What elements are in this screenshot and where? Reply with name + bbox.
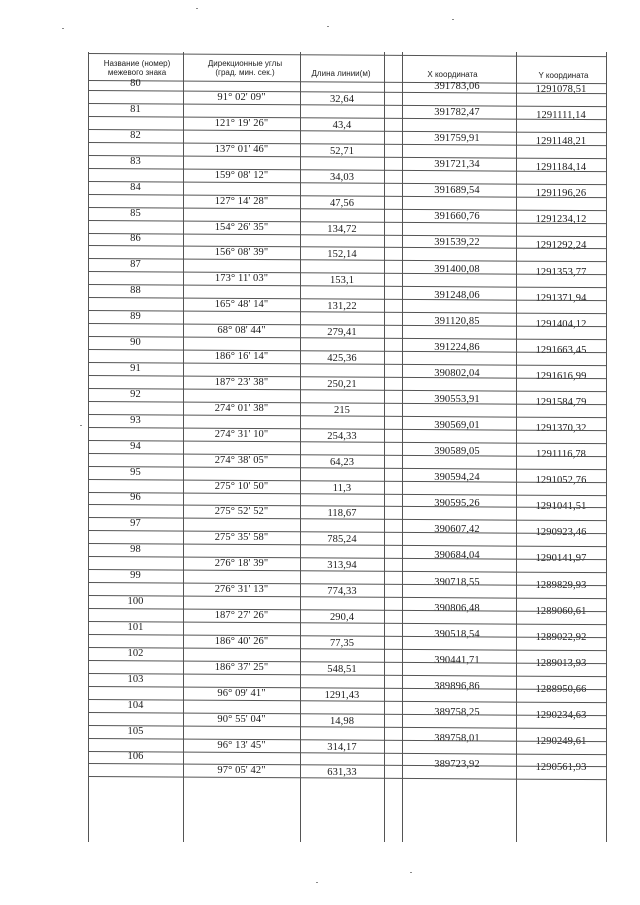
- header-name-line2: межевого знака: [107, 68, 167, 77]
- point-number: 80: [130, 78, 141, 89]
- y-coordinate: 1291148,21: [535, 136, 587, 148]
- point-number: 83: [130, 155, 141, 167]
- x-coordinate: 391721,34: [434, 159, 480, 171]
- scan-speck: [410, 872, 412, 873]
- y-coordinate: 1291078,51: [535, 84, 587, 95]
- x-coordinate: 391539,22: [434, 237, 480, 249]
- y-coordinate: 1289060,61: [535, 605, 587, 617]
- direction-angle: 274° 38' 05": [214, 454, 269, 466]
- line-length: 290,4: [329, 612, 355, 623]
- y-coordinate: 1289013,93: [535, 657, 587, 669]
- line-length: 215: [333, 404, 351, 416]
- x-coordinate: 391400,08: [434, 263, 480, 275]
- x-coordinate: 391783,06: [434, 81, 480, 92]
- x-coordinate: 391224,86: [434, 341, 480, 353]
- x-coordinate: 390595,26: [434, 498, 480, 510]
- scan-speck: [196, 8, 198, 9]
- y-coordinate: 1289829,93: [535, 579, 587, 591]
- direction-angle: 276° 18' 39": [214, 558, 269, 570]
- direction-angle: 96° 13' 45": [217, 739, 266, 751]
- line-length: 77,35: [329, 637, 355, 649]
- direction-angle: 275° 10' 50": [214, 480, 269, 492]
- direction-angle: 68° 08' 44": [217, 325, 266, 337]
- x-coordinate: 390684,04: [434, 550, 480, 562]
- column-rule: [606, 52, 607, 842]
- line-length: 64,23: [329, 456, 355, 468]
- direction-angle: 275° 35' 58": [214, 532, 269, 544]
- point-number: 94: [130, 440, 141, 452]
- point-number: 97: [130, 518, 141, 530]
- y-coordinate: 1288950,66: [535, 683, 587, 695]
- y-coordinate: 1291371,94: [535, 292, 587, 304]
- line-length: 631,33: [327, 767, 357, 779]
- x-coordinate: 391759,91: [434, 133, 480, 145]
- point-number: 84: [130, 181, 141, 193]
- direction-angle: 137° 01' 46": [214, 143, 269, 155]
- point-number: 102: [127, 647, 144, 659]
- header-y-coordinate: Y координата: [538, 71, 589, 80]
- direction-angle: 276° 31' 13": [214, 584, 269, 596]
- point-number: 98: [130, 544, 141, 556]
- point-number: 96: [130, 492, 141, 504]
- direction-angle: 186° 37' 25": [214, 661, 269, 673]
- header-length: Длина линии(м): [311, 69, 371, 78]
- x-coordinate: 390589,05: [434, 446, 480, 458]
- direction-angle: 127° 14' 28": [214, 195, 269, 207]
- y-coordinate: 1291196,26: [535, 188, 587, 200]
- point-number: 104: [127, 699, 144, 711]
- y-coordinate: 1291404,12: [535, 318, 587, 330]
- x-coordinate: 390802,04: [434, 367, 480, 379]
- point-number: 86: [130, 233, 141, 245]
- line-length: 313,94: [327, 560, 357, 572]
- x-coordinate: 390441,71: [434, 654, 480, 666]
- point-number: 93: [130, 414, 141, 426]
- direction-angle: 186° 40' 26": [214, 635, 269, 647]
- scan-speck: [80, 425, 82, 426]
- y-coordinate: 1290141,97: [535, 553, 587, 565]
- x-coordinate: 391782,47: [434, 107, 480, 119]
- line-length: 152,14: [327, 249, 357, 261]
- y-coordinate: 1290923,46: [535, 527, 587, 539]
- x-coordinate: 391248,06: [434, 289, 480, 301]
- line-length: 1291,43: [324, 689, 360, 701]
- x-coordinate: 389758,01: [434, 733, 480, 744]
- point-number: 89: [130, 311, 141, 323]
- x-coordinate: 390806,48: [434, 602, 480, 614]
- line-length: 131,22: [327, 301, 357, 313]
- direction-angle: 97° 05' 42": [217, 765, 266, 777]
- x-coordinate: 389758,25: [434, 706, 480, 718]
- line-length: 153,1: [329, 275, 355, 287]
- point-number: 82: [130, 129, 141, 141]
- line-length: 250,21: [327, 378, 357, 390]
- y-coordinate: 1291111,14: [536, 110, 586, 122]
- header-x-coordinate: X координата: [427, 70, 478, 79]
- direction-angle: 156° 08' 39": [214, 247, 269, 259]
- x-coordinate: 391120,85: [434, 315, 480, 327]
- y-coordinate: 1291041,51: [535, 501, 587, 513]
- line-length: 47,56: [329, 197, 355, 209]
- x-coordinate: 391660,76: [434, 211, 480, 223]
- line-length: 32,64: [329, 94, 355, 105]
- point-number: 81: [130, 103, 141, 115]
- point-number: 92: [130, 388, 141, 400]
- point-number: 105: [127, 725, 144, 737]
- line-length: 548,51: [327, 663, 357, 675]
- direction-angle: 275° 52' 52": [214, 506, 269, 518]
- line-length: 254,33: [327, 430, 357, 442]
- header-top-rule: [88, 53, 606, 57]
- point-number: 85: [130, 207, 141, 219]
- point-number: 90: [130, 337, 141, 348]
- line-length: 134,72: [327, 223, 357, 235]
- direction-angle: 173° 11' 03": [214, 273, 269, 285]
- y-coordinate: 1290249,61: [535, 736, 587, 747]
- point-number: 87: [130, 259, 141, 271]
- point-number: 99: [130, 570, 141, 582]
- header-name-line1: Название (номер): [103, 59, 171, 68]
- x-coordinate: 390518,54: [434, 628, 480, 640]
- direction-angle: 187° 27' 26": [214, 610, 269, 621]
- line-length: 52,71: [329, 145, 355, 157]
- line-length: 11,3: [332, 482, 352, 494]
- direction-angle: 154° 26' 35": [214, 221, 269, 233]
- line-length: 14,98: [329, 715, 355, 727]
- y-coordinate: 1291116,78: [535, 449, 587, 461]
- x-coordinate: 390718,55: [434, 576, 480, 588]
- header-angle-line1: Дирекционные углы: [207, 59, 283, 68]
- line-length: 118,67: [327, 508, 357, 520]
- direction-angle: 159° 08' 12": [214, 169, 269, 181]
- direction-angle: 96° 09' 41": [217, 687, 266, 699]
- x-coordinate: 389723,92: [434, 759, 480, 771]
- y-coordinate: 1291663,45: [535, 344, 587, 356]
- x-coordinate: 390553,91: [434, 393, 480, 405]
- point-number: 91: [130, 362, 141, 374]
- y-coordinate: 1291616,99: [535, 370, 587, 382]
- line-length: 425,36: [327, 353, 357, 364]
- y-coordinate: 1290234,63: [535, 709, 587, 721]
- x-coordinate: 391689,54: [434, 185, 480, 197]
- direction-angle: 274° 01' 38": [214, 402, 269, 414]
- y-coordinate: 1289022,92: [535, 631, 587, 643]
- line-length: 279,41: [327, 327, 357, 339]
- direction-angle: 90° 55' 04": [217, 713, 266, 725]
- y-coordinate: 1290561,93: [535, 762, 587, 774]
- point-number: 95: [130, 466, 141, 478]
- scan-speck: [62, 28, 64, 29]
- line-length: 785,24: [327, 534, 357, 546]
- line-length: 34,03: [329, 171, 355, 183]
- line-length: 774,33: [327, 586, 357, 598]
- point-number: 100: [127, 596, 144, 607]
- x-coordinate: 390607,42: [434, 524, 480, 536]
- direction-angle: 274° 31' 10": [214, 428, 269, 440]
- direction-angle: 165° 48' 14": [214, 299, 269, 311]
- y-coordinate: 1291353,77: [535, 266, 587, 278]
- y-coordinate: 1291292,24: [535, 240, 587, 252]
- line-length: 43,4: [332, 119, 352, 131]
- scan-speck: [452, 19, 454, 20]
- y-coordinate: 1291052,76: [535, 475, 587, 487]
- point-number: 106: [127, 751, 144, 763]
- direction-angle: 91° 02' 09": [217, 92, 266, 103]
- point-number: 88: [130, 285, 141, 297]
- scan-speck: [316, 882, 318, 883]
- line-length: 314,17: [327, 741, 357, 753]
- y-coordinate: 1291370,32: [535, 423, 587, 435]
- direction-angle: 186° 16' 14": [214, 351, 269, 362]
- point-number: 101: [127, 621, 144, 633]
- y-coordinate: 1291184,14: [535, 162, 587, 174]
- header-angle-line2: (град. мин. сек.): [215, 68, 275, 77]
- direction-angle: 121° 19' 26": [214, 117, 269, 129]
- point-number: 103: [127, 673, 144, 685]
- x-coordinate: 390569,01: [434, 420, 480, 432]
- y-coordinate: 1291584,79: [535, 396, 587, 408]
- scan-speck: [327, 26, 329, 27]
- direction-angle: 187° 23' 38": [214, 376, 269, 388]
- x-coordinate: 390594,24: [434, 472, 480, 484]
- y-coordinate: 1291234,12: [535, 214, 587, 226]
- x-coordinate: 389896,86: [434, 680, 480, 692]
